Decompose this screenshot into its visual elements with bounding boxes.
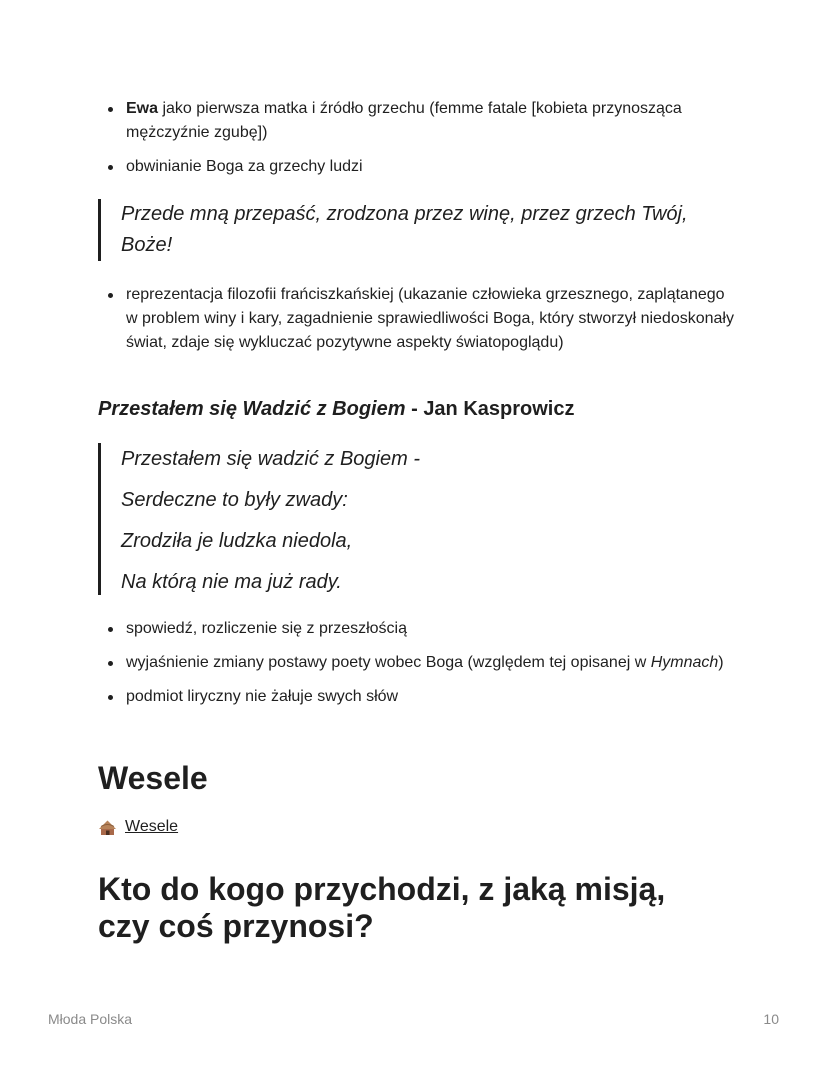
poem-heading xyxy=(98,398,574,421)
bullet-list xyxy=(98,97,738,179)
list-item-text: podmiot liryczny nie żałuje swych słów xyxy=(126,688,399,705)
hut-icon xyxy=(98,819,117,836)
list-item xyxy=(98,97,738,145)
list-item-text: reprezentacja filozofii frańciszkańskiej (ukazanie człowieka grzesznego, zaplątanego w problem winy i kary, zagadnienie sprawiedliwości Boga, który stworzył niedoskonały świat, zdaje się wykluczać pozytywne aspekty światopoglądu) xyxy=(126,286,734,351)
quote-text: Przede mną przepaść, zrodzona przez winę, przez grzech Twój, Boże! xyxy=(121,203,688,256)
list-item-text: ) xyxy=(718,654,724,671)
page-link[interactable] xyxy=(98,818,178,836)
section-heading: Kto do kogo przychodzi, z jaką misją, czy coś przynosi? xyxy=(98,871,666,944)
poem-quote xyxy=(98,443,420,595)
section-heading: Wesele xyxy=(98,760,208,796)
poem-line: Serdeczne to były zwady: xyxy=(121,489,348,511)
list-item xyxy=(98,155,738,179)
list-item-text: jako pierwsza matka i źródło grzechu (femme fatale [kobieta przynosząca mężczyźnie zgubę]) xyxy=(126,100,682,141)
list-item-italic: Hymnach xyxy=(650,654,719,671)
poem-author: Jan Kasprowicz xyxy=(423,398,575,420)
page-number: 10 xyxy=(763,1011,779,1027)
list-item-text: wyjaśnienie zmiany postawy poety wobec Boga (względem tej opisanej w xyxy=(126,654,651,671)
list-item-bold: Ewa xyxy=(126,100,159,117)
page-link-label[interactable]: Wesele xyxy=(125,818,179,835)
poem-line: Zrodziła je ludzka niedola, xyxy=(121,530,353,552)
list-item xyxy=(98,685,724,709)
list-item xyxy=(98,617,724,641)
list-item xyxy=(98,651,724,675)
poem-line: Na którą nie ma już rady. xyxy=(121,571,342,593)
bullet-list xyxy=(98,283,738,355)
blockquote xyxy=(98,199,721,261)
list-item-text: spowiedź, rozliczenie się z przeszłością xyxy=(126,620,407,637)
bullet-list xyxy=(98,617,724,709)
poem-line: Przestałem się wadzić z Bogiem - xyxy=(121,448,420,470)
poem-title: Przestałem się Wadzić z Bogiem xyxy=(98,398,406,420)
list-item xyxy=(98,283,738,355)
footer-title: Młoda Polska xyxy=(48,1011,133,1027)
poem-separator: - xyxy=(405,398,424,420)
list-item-text: obwinianie Boga za grzechy ludzi xyxy=(126,158,363,175)
